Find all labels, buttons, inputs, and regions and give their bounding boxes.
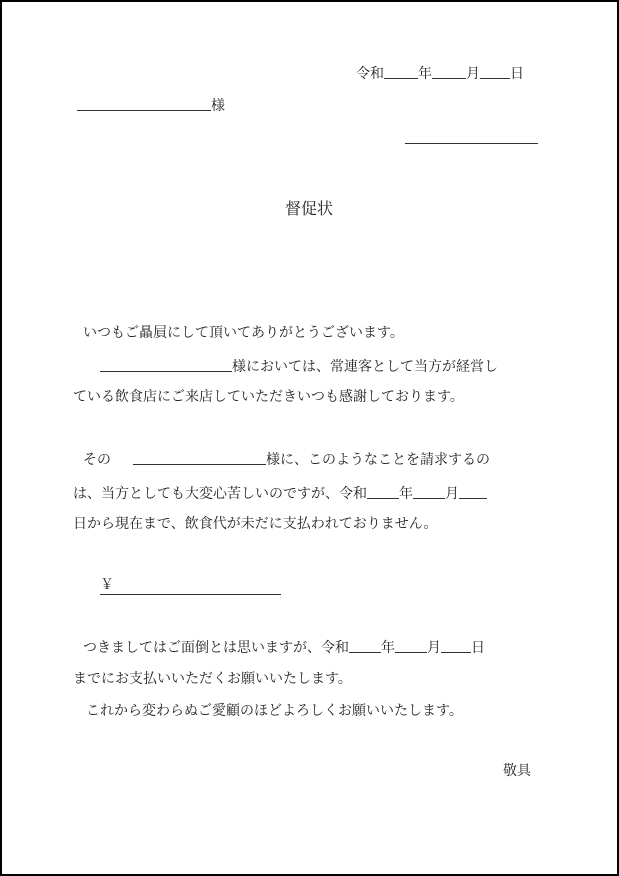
- recipient-suffix: 様: [211, 98, 225, 114]
- date-era: 令和: [356, 66, 384, 82]
- date-line: [356, 64, 524, 83]
- paragraph3-month-label: 月: [427, 640, 441, 656]
- paragraph3-day-label: 日: [471, 640, 485, 656]
- amount-line: [100, 576, 281, 595]
- paragraph2-year-blank: [367, 484, 399, 499]
- date-day-label: 日: [510, 66, 524, 82]
- paragraph1-line2-text: 様においては、常連客として当方が経営し: [232, 359, 498, 375]
- date-year-label: 年: [418, 66, 432, 82]
- paragraph2-line3: 日から現在まで、飲食代が未だに支払われておりません。: [73, 516, 438, 532]
- recipient-name-blank: [77, 96, 211, 111]
- paragraph3-line1: [83, 638, 485, 657]
- recipient-line: [77, 96, 225, 115]
- customer-name-blank-2: [133, 450, 266, 465]
- sender-line: [405, 129, 538, 148]
- paragraph1-line1: いつもご贔屓にして頂いてありがとうございます。: [83, 325, 404, 341]
- date-month-blank: [432, 64, 466, 79]
- paragraph3-year-blank: [349, 638, 381, 653]
- date-year-blank: [384, 64, 418, 79]
- paragraph2-line2: [73, 484, 487, 503]
- paragraph3-line3: これから変わらぬご愛顧のほどよろしくお願いいたします。: [86, 703, 463, 719]
- paragraph3-line1-prefix: つきましてはご面倒とは思いますが、令和: [83, 640, 349, 656]
- closing-word: 敬具: [503, 763, 531, 779]
- paragraph2-month-blank: [413, 484, 445, 499]
- paragraph1-line3: ている飲食店にご来店していただきいつも感謝しております。: [73, 389, 464, 405]
- paragraph2-year-label: 年: [399, 486, 413, 502]
- paragraph3-day-blank: [441, 638, 471, 653]
- currency-symbol: ￥: [100, 577, 114, 593]
- date-month-label: 月: [466, 66, 480, 82]
- paragraph2-line2-prefix: は、当方としても大変心苦しいのですが、令和: [73, 486, 367, 502]
- date-day-blank: [480, 64, 510, 79]
- paragraph3-year-label: 年: [381, 640, 395, 656]
- paragraph2-day-blank: [459, 484, 487, 499]
- customer-name-blank: [100, 357, 232, 372]
- paragraph2-line1: [83, 450, 490, 469]
- amount-blank: [100, 576, 281, 595]
- sender-name-blank: [405, 129, 538, 144]
- paragraph1-line2: [100, 357, 498, 376]
- paragraph2-month-label: 月: [445, 486, 459, 502]
- paragraph3-month-blank: [395, 638, 427, 653]
- paragraph2-prefix: その: [83, 452, 111, 468]
- letter-title: 督促状: [285, 199, 334, 218]
- paragraph3-line2: までにお支払いいただくお願いいたします。: [73, 671, 352, 687]
- paragraph2-line1-text: 様に、このようなことを請求するの: [266, 452, 490, 468]
